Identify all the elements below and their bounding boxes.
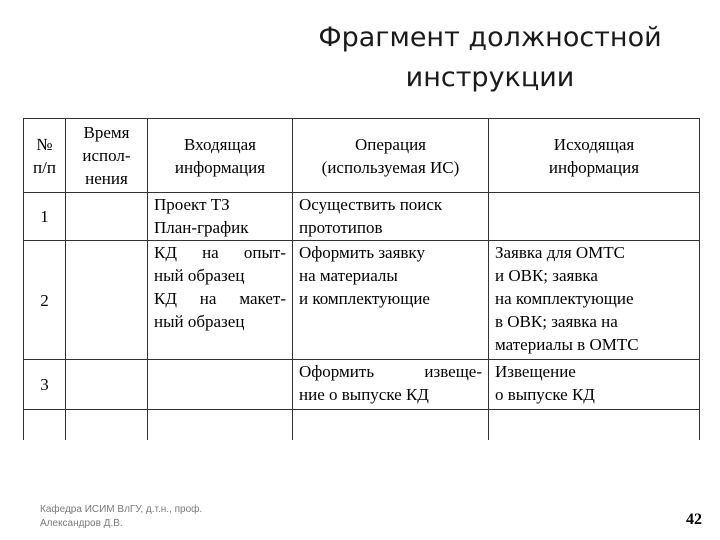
page-number: 42 <box>686 511 702 528</box>
row-2-time <box>66 241 148 360</box>
slide-title-line-2: инструкции <box>405 62 575 93</box>
row-4-cell <box>148 410 293 440</box>
table-row <box>24 193 700 241</box>
header-number: № п/п <box>24 119 66 193</box>
footer-author <box>40 503 202 531</box>
slide-title <box>300 18 680 98</box>
header-operation: Операция (используемая ИС) <box>293 119 489 193</box>
row-1-operation: Осуществить поиск прототипов <box>293 193 489 241</box>
footer-author-line-2: Александров Д.В. <box>40 518 123 529</box>
row-2-operation: Оформить заявку на материалы и комплектующие <box>293 241 489 360</box>
row-3-number: 3 <box>24 360 66 410</box>
table-row <box>24 360 700 410</box>
table-row-empty <box>24 410 700 440</box>
row-4-cell <box>66 410 148 440</box>
job-description-table <box>23 118 700 440</box>
row-1-output <box>489 193 700 241</box>
row-1-input: Проект ТЗ План-график <box>148 193 293 241</box>
slide-title-line-1: Фрагмент должностной <box>318 22 662 53</box>
row-2-number: 2 <box>24 241 66 360</box>
row-1-number: 1 <box>24 193 66 241</box>
row-1-time <box>66 193 148 241</box>
row-2-output: Заявка для ОМТС и ОВК; заявка на комплектующие в ОВК; заявка на материалы в ОМТС <box>489 241 700 360</box>
row-4-cell <box>24 410 66 440</box>
row-3-input <box>148 360 293 410</box>
row-4-cell <box>489 410 700 440</box>
row-2-input: КД на опыт- ный образец КД на макет- ный образец <box>148 241 293 360</box>
row-3-operation: Оформить извеще- ние о выпуске КД <box>293 360 489 410</box>
header-time: Время испол- нения <box>66 119 148 193</box>
footer-author-line-1: Кафедра ИСИМ ВлГУ, д.т.н., проф. <box>40 504 203 515</box>
row-4-cell <box>293 410 489 440</box>
table-header-row <box>24 119 700 193</box>
header-output-info: Исходящая информация <box>489 119 700 193</box>
row-3-time <box>66 360 148 410</box>
header-input-info: Входящая информация <box>148 119 293 193</box>
row-3-output: Извещение о выпуске КД <box>489 360 700 410</box>
table-row <box>24 241 700 360</box>
